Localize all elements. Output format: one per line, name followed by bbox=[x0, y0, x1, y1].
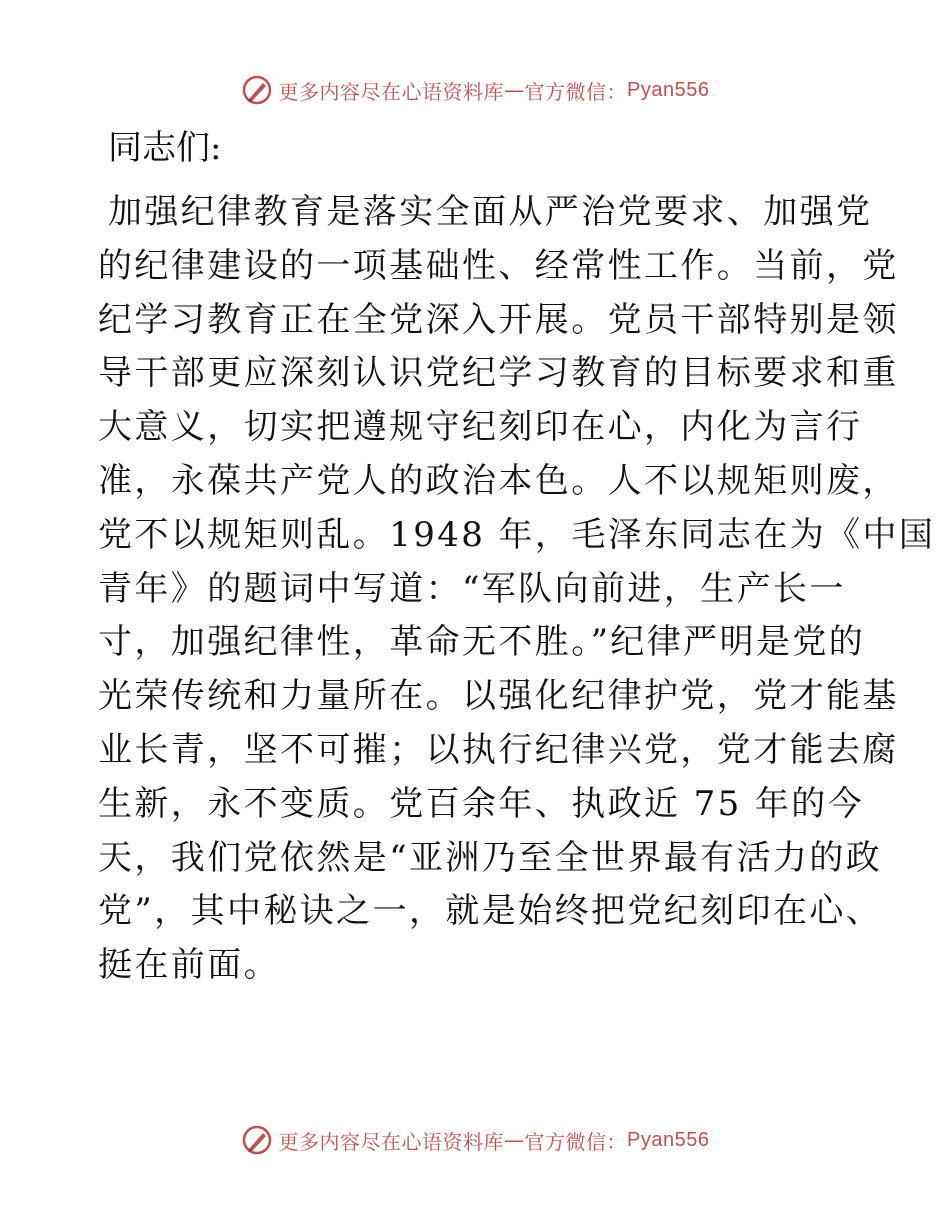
watermark-suffix: 官方微信： bbox=[524, 1129, 628, 1154]
text-line: 大意义，切实把遵规守纪刻印在心，内化为言行 bbox=[98, 407, 863, 448]
text-line: 生新，永不变质。党百余年、执政近 75 年的今 bbox=[98, 783, 865, 824]
pen-logo-icon bbox=[241, 74, 273, 106]
watermark-suffix: 官方微信： bbox=[524, 79, 628, 104]
watermark-text: 更多内容尽在心语资料库 bbox=[278, 79, 505, 104]
text-line: 的纪律建设的一项基础性、经常性工作。当前，党 bbox=[98, 245, 899, 286]
text-line: 纪学习教育正在全党深入开展。党员干部特别是领 bbox=[98, 299, 899, 340]
footer-watermark bbox=[0, 1120, 950, 1160]
text-line: 寸，加强纪律性，革命无不胜。”纪律严明是党的 bbox=[98, 622, 866, 663]
salutation: 同志们: bbox=[108, 128, 222, 168]
watermark-separator: — bbox=[504, 78, 525, 102]
text-line: 天，我们党依然是“亚洲乃至全世界最有活力的政 bbox=[98, 837, 883, 878]
text-line: 业长青，坚不可摧；以执行纪律兴党，党才能去腐 bbox=[98, 729, 899, 770]
text-line: 挺在前面。 bbox=[98, 945, 280, 986]
header-watermark bbox=[0, 70, 950, 110]
watermark-text: 更多内容尽在心语资料库 bbox=[278, 1129, 505, 1154]
text-line: 青年》的题词中写道：“军队向前进，生产长一 bbox=[98, 568, 846, 609]
text-line: 导干部更应深刻认识党纪学习教育的目标要求和重 bbox=[98, 353, 899, 394]
watermark-wechat-id: Pyan556 bbox=[627, 78, 710, 101]
text-line: 党”，其中秘诀之一，就是始终把党纪刻印在心、 bbox=[98, 891, 883, 932]
text-line: 光荣传统和力量所在。以强化纪律护党，党才能基 bbox=[98, 676, 899, 717]
text-line: 加强纪律教育是落实全面从严治党要求、加强党 bbox=[108, 192, 873, 232]
text-line: 党不以规矩则乱。1948 年，毛泽东同志在为《中国 bbox=[98, 514, 936, 555]
watermark-wechat-id: Pyan556 bbox=[627, 1128, 710, 1151]
watermark-separator: — bbox=[504, 1128, 525, 1152]
document-body bbox=[98, 124, 936, 993]
pen-logo-icon bbox=[241, 1124, 273, 1156]
text-line: 准，永葆共产党人的政治本色。人不以规矩则废， bbox=[98, 460, 899, 501]
paragraph bbox=[98, 186, 936, 993]
